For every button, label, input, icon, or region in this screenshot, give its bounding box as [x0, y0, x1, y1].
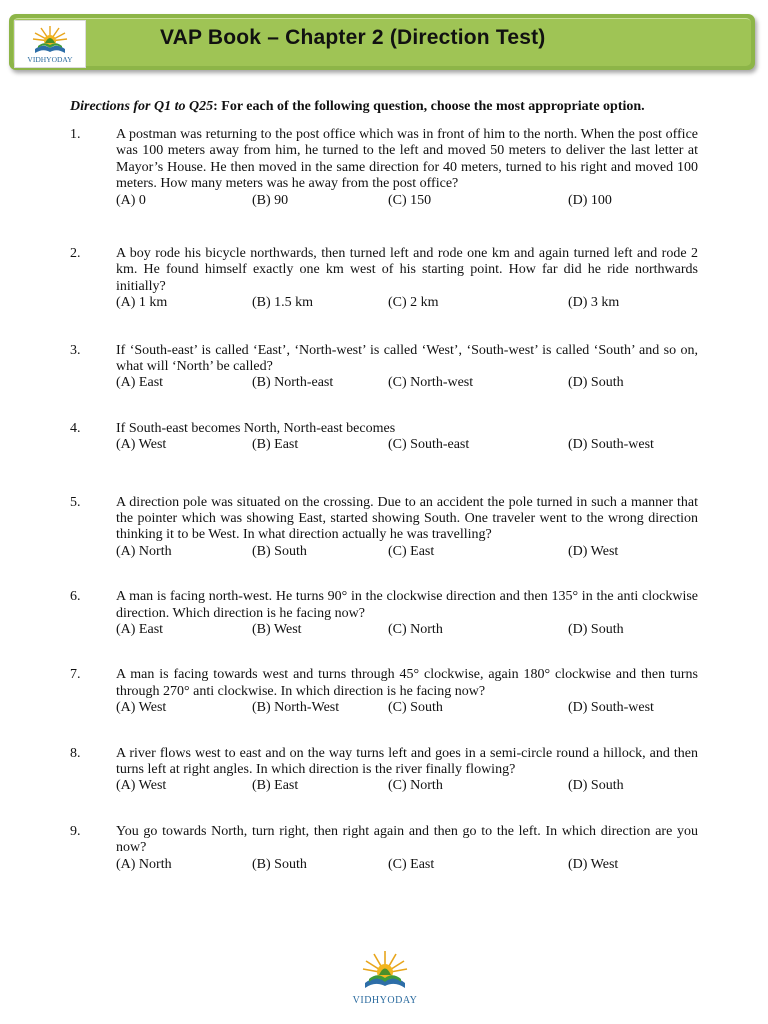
question-text: A direction pole was situated on the crossing. Due to an accident the pole turned in such a manner that the pointer which was showing East, started showing South. One traveler went to the wrong direction thinking it to be West. In what direction actually he was travelling? [116, 494, 698, 543]
options-row [116, 857, 698, 873]
option-d: (D) 3 km [568, 295, 620, 311]
option-a: (A) 1 km [116, 295, 168, 311]
options-row [116, 375, 698, 391]
question-number: 8. [70, 745, 81, 761]
question-number: 9. [70, 823, 81, 839]
question-text: A man is facing north-west. He turns 90° in the clockwise direction and then 135° in the anti clockwise direction. Which direction is he facing now? [116, 589, 698, 621]
question-4 [70, 421, 698, 454]
option-c: (C) South-east [388, 437, 470, 453]
directions-lead: Directions for Q1 to Q25 [70, 99, 214, 114]
question-8 [70, 746, 698, 795]
option-d: (D) South [568, 375, 624, 391]
question-number: 7. [70, 667, 81, 683]
question-2 [70, 246, 698, 312]
question-number: 3. [70, 342, 81, 358]
options-row [116, 778, 698, 794]
directions-line [70, 99, 645, 115]
option-c: (C) North [388, 778, 443, 794]
footer-logo [343, 947, 427, 1009]
option-a: (A) North [116, 856, 172, 872]
question-text: A man is facing towards west and turns through 45° clockwise, again 180° clockwise and then turns through 270° anti clockwise. In which direction is he facing now? [116, 667, 698, 699]
option-a: (A) East [116, 622, 164, 638]
question-text: A boy rode his bicycle northwards, then turned left and rode one km and again turned left and rode 2 km. He found himself exactly one km west of his starting point. How far did he ride northwards initially? [116, 246, 698, 294]
option-a: (A) North [116, 543, 172, 559]
question-number: 2. [70, 246, 81, 262]
option-b: (B) West [252, 622, 302, 638]
option-c: (C) North [388, 622, 443, 638]
option-d: (D) South [568, 778, 624, 794]
option-b: (B) 1.5 km [252, 295, 314, 311]
option-c: (C) 150 [388, 192, 432, 208]
option-d: (D) South [568, 622, 624, 638]
option-d: (D) South-west [568, 437, 654, 453]
svg-text:VIDHYODAY: VIDHYODAY [352, 995, 418, 1006]
option-a: (A) West [116, 437, 167, 453]
option-a: (A) West [116, 778, 167, 794]
option-d: (D) South-west [568, 700, 654, 716]
question-number: 6. [70, 589, 81, 605]
option-c: (C) East [388, 543, 435, 559]
options-row [116, 700, 698, 716]
option-b: (B) East [252, 437, 299, 453]
option-d: (D) West [568, 856, 619, 872]
option-d: (D) West [568, 543, 619, 559]
directions-text: : For each of the following question, choose the most appropriate option. [213, 99, 645, 114]
vidhyoday-logo-icon [15, 21, 85, 67]
question-text: A river flows west to east and on the way turns left and goes in a semi-circle round a hillock, and then turns left at right angles. In which direction is the river finally flowing? [116, 745, 698, 778]
option-b: (B) East [252, 778, 299, 794]
header-logo [14, 20, 86, 68]
option-c: (C) North-west [388, 375, 474, 391]
question-text: If ‘South-east’ is called ‘East’, ‘North-west’ is called ‘West’, ‘South-west’ is called ‘South’ and so on, what will ‘North’ be called? [116, 342, 698, 375]
options-row [116, 295, 698, 311]
option-c: (C) East [388, 856, 435, 872]
option-a: (A) East [116, 375, 164, 391]
option-b: (B) South [252, 543, 307, 559]
option-a: (A) West [116, 700, 167, 716]
option-b: (B) 90 [252, 192, 289, 208]
question-5 [70, 495, 698, 561]
options-row [116, 437, 698, 453]
question-7 [70, 667, 698, 716]
question-text: A postman was returning to the post office which was in front of him to the north. When the post office was 100 meters away from him, he turned to the left and moved 50 meters to deliver the last letter at Mayor’s House. He then moved in the same direction for 40 meters, turned to his right and moved 100 meters. How many meters was he away from the post office? [116, 127, 698, 192]
option-a: (A) 0 [116, 192, 146, 208]
question-number: 1. [70, 127, 81, 142]
question-text: If South-east becomes North, North-east becomes [116, 420, 396, 436]
option-b: (B) North-West [252, 700, 340, 716]
question-3 [70, 343, 698, 392]
option-b: (B) North-east [252, 375, 334, 391]
option-c: (C) 2 km [388, 295, 439, 311]
svg-text:VIDHYODAY: VIDHYODAY [27, 55, 73, 64]
question-text: You go towards North, turn right, then right again and then go to the left. In which direction are you now? [116, 823, 698, 856]
options-row [116, 622, 698, 638]
question-number: 5. [70, 494, 81, 510]
question-number: 4. [70, 420, 81, 436]
question-1 [70, 127, 698, 209]
option-b: (B) South [252, 856, 307, 872]
question-list [70, 127, 698, 873]
option-c: (C) South [388, 700, 443, 716]
question-6 [70, 589, 698, 638]
options-row [116, 193, 698, 209]
vidhyoday-logo-icon [343, 947, 427, 1009]
page-title: VAP Book – Chapter 2 (Direction Test) [160, 26, 546, 49]
question-9 [70, 824, 698, 873]
option-d: (D) 100 [568, 192, 612, 208]
options-row [116, 544, 698, 560]
